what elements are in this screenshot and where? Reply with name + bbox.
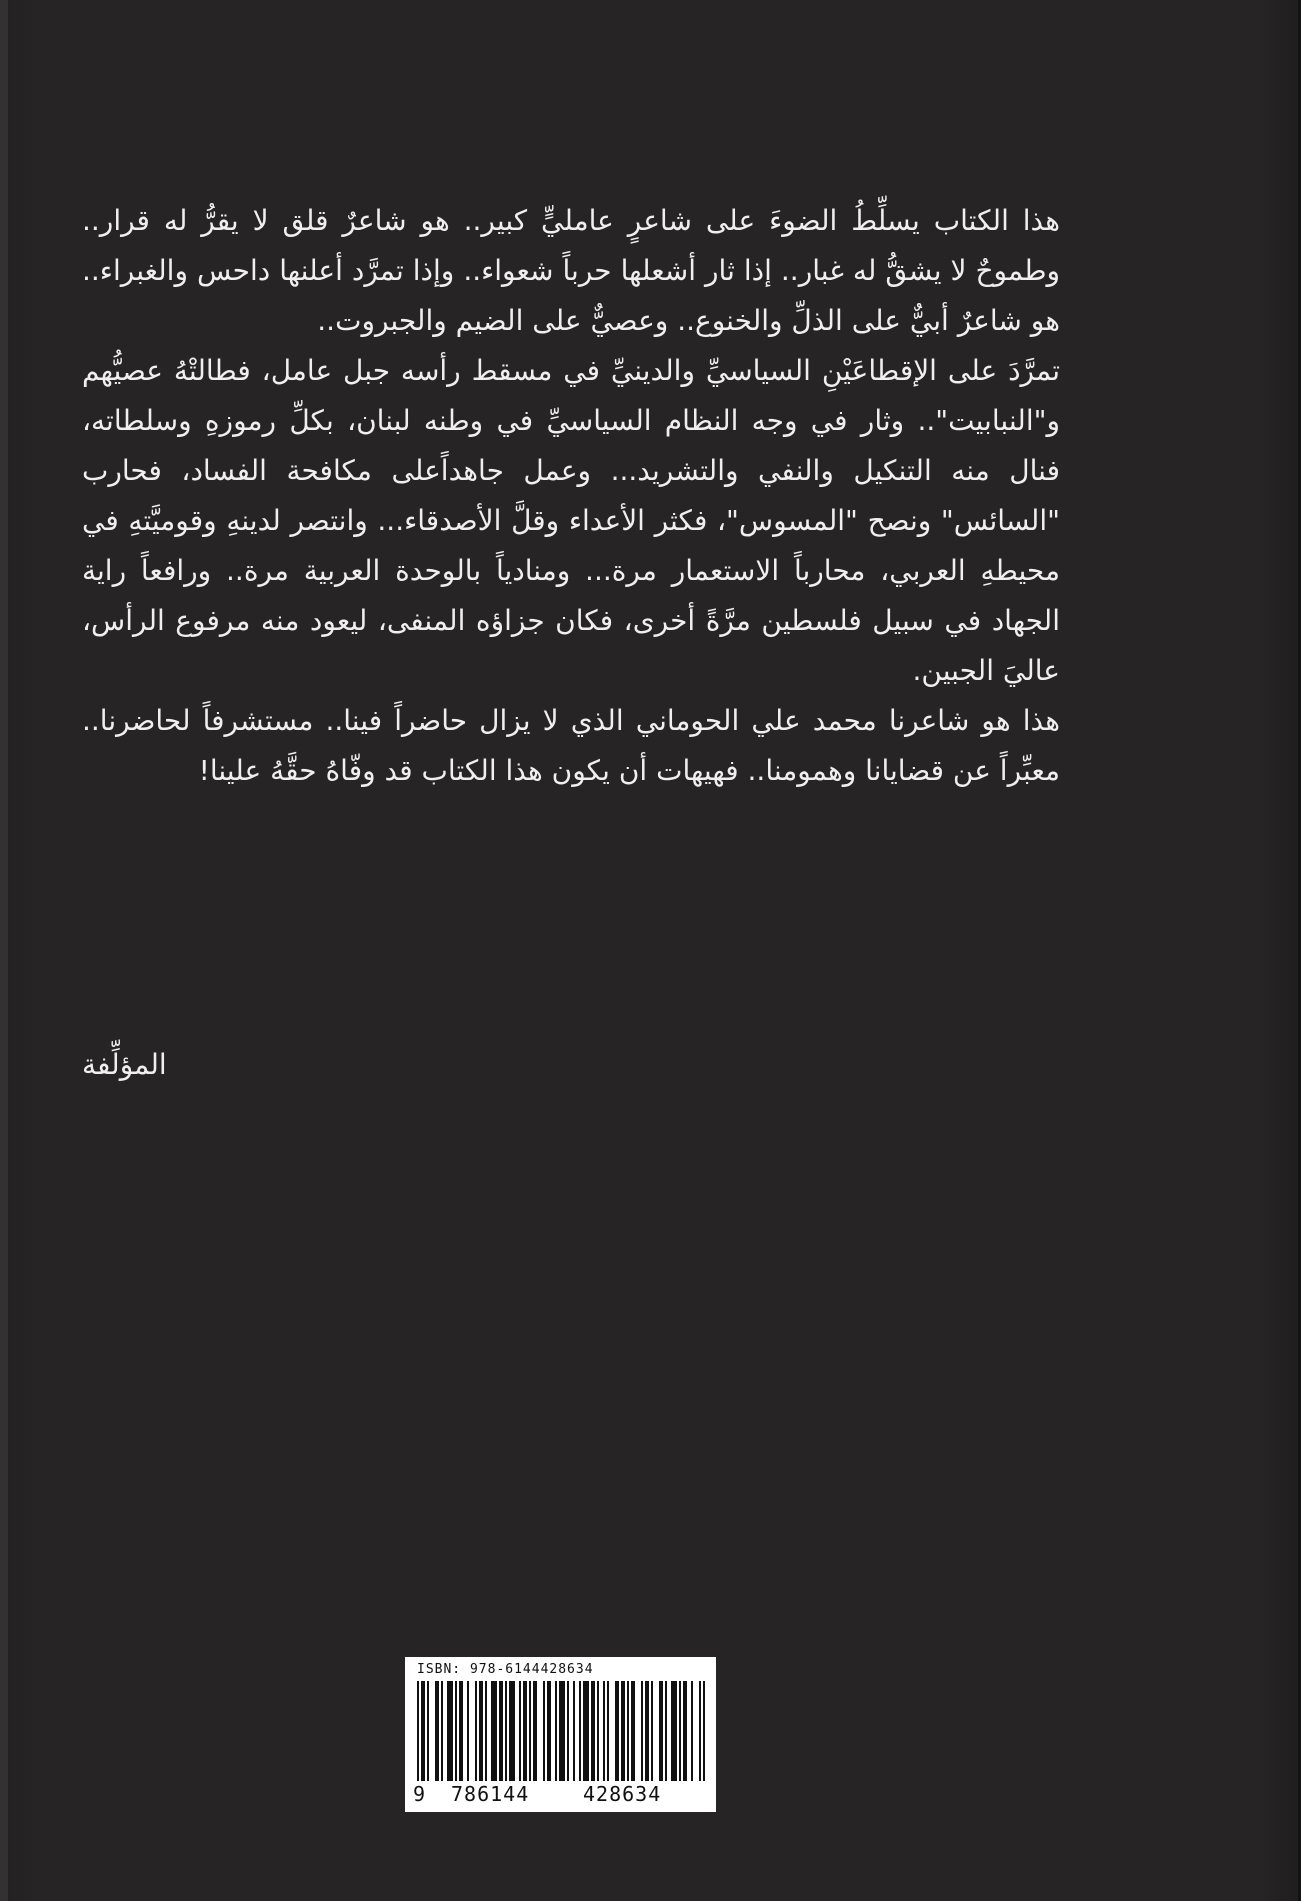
barcode-bar <box>665 1681 667 1781</box>
barcode-digits-group2: 428634 <box>583 1782 662 1806</box>
isbn-label: ISBN: 978-6144428634 <box>417 1662 594 1677</box>
barcode-bar <box>421 1681 425 1781</box>
barcode-bar <box>683 1681 687 1781</box>
blurb-text <box>82 196 1060 796</box>
barcode-bar <box>597 1681 599 1781</box>
barcode-bar <box>485 1681 487 1781</box>
barcode-bar <box>651 1681 653 1781</box>
barcode-bar <box>579 1681 581 1781</box>
barcode-bar <box>505 1681 507 1781</box>
barcode-bar <box>529 1681 531 1781</box>
barcode-bar <box>519 1681 521 1781</box>
barcode-bar <box>547 1681 551 1781</box>
barcode-bar <box>543 1681 545 1781</box>
barcode-bar <box>591 1681 595 1781</box>
barcode-bar <box>491 1681 497 1781</box>
spine-edge <box>0 0 8 1901</box>
barcode-bar <box>691 1681 693 1781</box>
barcode-bar <box>475 1681 477 1781</box>
barcode-bar <box>499 1681 503 1781</box>
barcode-bar <box>703 1681 705 1781</box>
barcode-bar <box>467 1681 469 1781</box>
barcode-bar <box>583 1681 589 1781</box>
barcode-digits-group1: 786144 <box>451 1782 530 1806</box>
barcode-bar <box>555 1681 557 1781</box>
barcode-bar <box>659 1681 663 1781</box>
author-signature: المؤلِّفة <box>82 1048 167 1081</box>
barcode-bars <box>417 1681 705 1781</box>
isbn-barcode <box>405 1657 716 1812</box>
barcode-bar <box>645 1681 649 1781</box>
barcode-bar <box>573 1681 575 1781</box>
barcode-bar <box>455 1681 457 1781</box>
barcode-bar <box>621 1681 625 1781</box>
barcode-digit-first: 9 <box>413 1782 427 1806</box>
barcode-bar <box>523 1681 527 1781</box>
barcode-bar <box>479 1681 483 1781</box>
blurb-paragraph-1: هذا الكتاب يسلِّطُ الضوءَ على شاعرٍ عامليٍّ كبير.. هو شاعرٌ قلق لا يقرُّ له قرار.. وطموحٌ لا يشقُّ له غبار.. إذا ثار أشعلها حرباً شعواء.. وإذا تمرَّد أعلنها داحس والغبراء.. هو شاعرٌ أبيٌّ على الذلِّ والخنوع.. وعصيٌّ على الضيم والجبروت.. <box>82 204 1060 337</box>
barcode-bar <box>533 1681 537 1781</box>
barcode-bar <box>641 1681 643 1781</box>
barcode-bar <box>567 1681 569 1781</box>
barcode-bar <box>607 1681 609 1781</box>
barcode-bar <box>671 1681 677 1781</box>
barcode-bar <box>603 1681 605 1781</box>
barcode-bar <box>627 1681 629 1781</box>
barcode-bar <box>509 1681 515 1781</box>
barcode-bar <box>679 1681 681 1781</box>
barcode-bar <box>435 1681 439 1781</box>
barcode-bar <box>459 1681 463 1781</box>
barcode-bar <box>441 1681 443 1781</box>
barcode-bar <box>427 1681 429 1781</box>
blurb-paragraph-3: هذا هو شاعرنا محمد علي الحوماني الذي لا يزال حاضراً فينا.. مستشرفاً لحاضرنا.. معبِّراً عن قضايانا وهمومنا.. فهيهات أن يكون هذا الكتاب قد وفّاهُ حقَّهُ علينا! <box>82 704 1060 787</box>
barcode-digits <box>411 1782 711 1806</box>
barcode-bar <box>699 1681 701 1781</box>
barcode-bar <box>417 1681 419 1781</box>
barcode-bar <box>615 1681 619 1781</box>
barcode-bar <box>447 1681 453 1781</box>
barcode-bar <box>631 1681 635 1781</box>
blurb-paragraph-2: تمرَّدَ على الإقطاعَيْنِ السياسيِّ والدينيِّ في مسقط رأسه جبل عامل، فطالتْهُ عصيُّهم و"النبابيت".. وثار في وجه النظام السياسيِّ في وطنه لبنان، بكلِّ رموزهِ وسلطاته، فنال منه التنكيل والنفي والتشريد... وعمل جاهداًعلى مكافحة الفساد، فحارب "السائس" ونصح "المسوس"، فكثر الأعداء وقلَّ الأصدقاء... وانتصر لدينهِ وقوميَّتهِ في محيطهِ العربي، محارباً الاستعمار مرة... ومنادياً بالوحدة العربية مرة.. ورافعاً راية الجهاد في سبيل فلسطين مرَّةً أخرى، فكان جزاؤه المنفى، ليعود منه مرفوع الرأس، عاليَ الجبين. <box>82 354 1060 687</box>
barcode-bar <box>559 1681 565 1781</box>
